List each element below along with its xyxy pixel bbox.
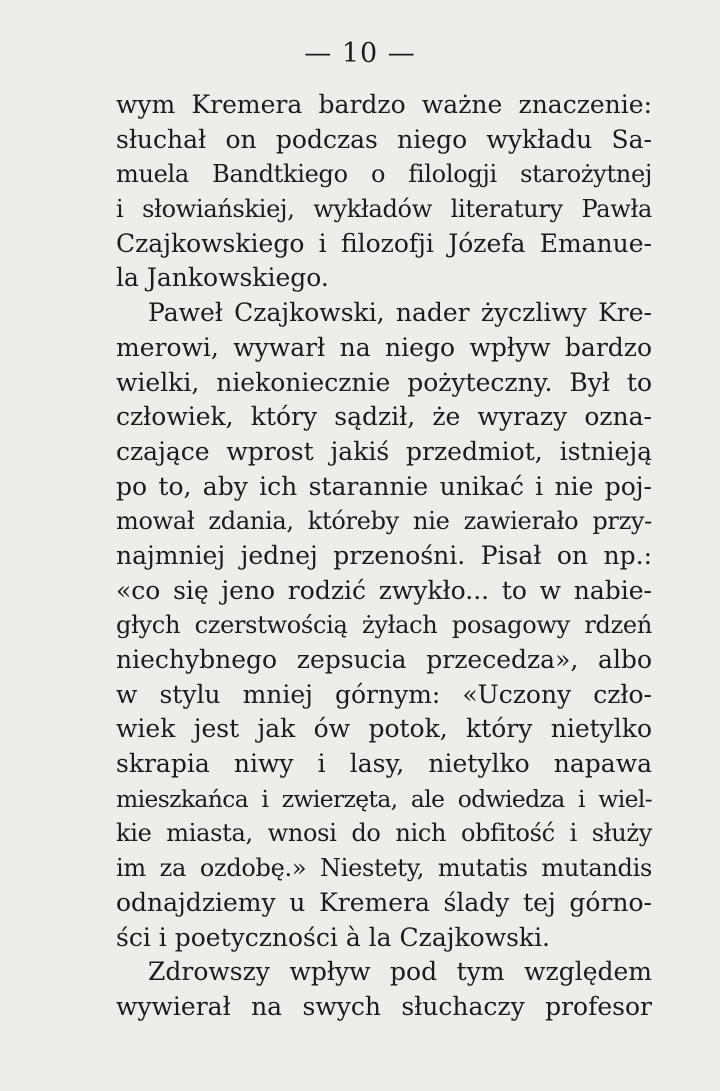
text-line: mował zdania, któreby nie zawierało przy- (116, 507, 652, 536)
text-line: kie miasta, wnosi do nich obfitość i służy (116, 819, 652, 848)
text-line: merowi, wywarł na niego wpływ bardzo (116, 332, 652, 362)
text-line: odnajdziemy u Kremera ślady tej górno- (116, 887, 652, 917)
text-line: wywierał na swych słuchaczy profesor (116, 991, 652, 1021)
text-line: wielki, niekoniecznie pożyteczny. Był to (116, 367, 652, 397)
text-line: ści i poetyczności à la Czajkowski. (116, 922, 551, 952)
text-line: mieszkańca i zwierzęta, ale odwiedza i wiel- (116, 784, 652, 813)
text-line: po to, aby ich starannie unikać i nie poj- (116, 471, 652, 501)
text-line: człowiek, który sądził, że wyrazy ozna- (116, 402, 652, 432)
text-line: w stylu mniej górnym: «Uczony czło- (116, 679, 652, 709)
text-line: skrapia niwy i lasy, nietylko napawa (116, 749, 652, 779)
text-line: głych czerstwością żyłach posagowy rdzeń (116, 611, 652, 640)
text-line: Paweł Czajkowski, nader życzliwy Kre- (148, 298, 652, 328)
text-line: czające wprost jakiś przedmiot, istnieją (116, 436, 652, 466)
text-line: wym Kremera bardzo ważne znaczenie: (116, 90, 652, 119)
text-line: «co się jeno rodzić zwykło... to w nabie- (116, 575, 652, 605)
page-number: — 10 — (304, 38, 416, 69)
text-line: niechybnego zepsucia przecedza», albo (116, 645, 652, 674)
text-line: Czajkowskiego i filozofji Józefa Emanue- (116, 228, 652, 258)
text-line: muela Bandtkiego o filologji starożytnej (116, 160, 652, 189)
text-line: la Jankowskiego. (116, 263, 329, 293)
text-line: najmniej jednej przenośni. Pisał on np.: (116, 540, 652, 570)
body-text (116, 88, 652, 1025)
text-line: im za ozdobę.» Niestety, mutatis mutandis (116, 854, 652, 883)
text-line: słuchał on podczas niego wykładu Sa- (116, 124, 652, 154)
text-line: wiek jest jak ów potok, który nietylko (116, 714, 652, 744)
text-line: Zdrowszy wpływ pod tym względem (148, 957, 652, 987)
text-line: i słowiańskiej, wykładów literatury Pawła (116, 195, 652, 224)
